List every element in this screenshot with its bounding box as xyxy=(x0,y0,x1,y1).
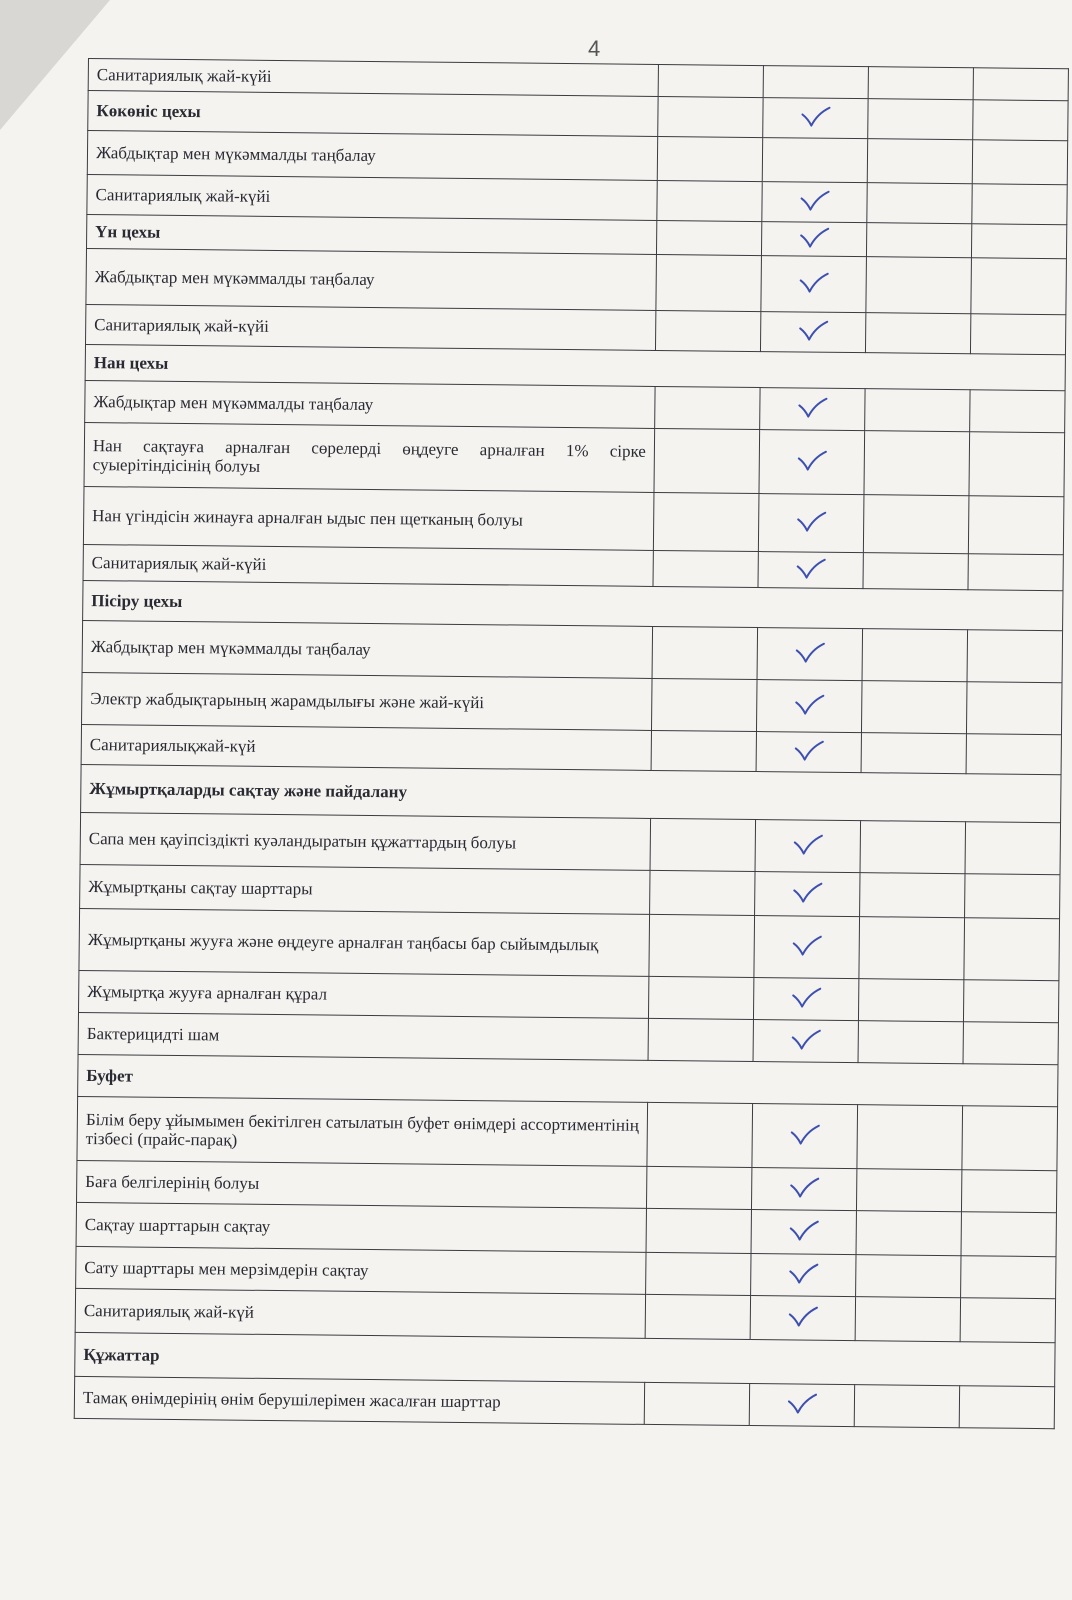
checklist-sheet xyxy=(74,58,1072,1429)
checkmark-icon xyxy=(792,881,822,903)
empty-cell xyxy=(959,1386,1054,1429)
compliance-cell xyxy=(762,182,867,223)
empty-cell xyxy=(854,1385,959,1428)
empty-cell xyxy=(971,258,1067,315)
checklist-rows xyxy=(74,59,1068,1429)
row-label: Бактерицидті шам xyxy=(78,1012,648,1060)
compliance-cell xyxy=(758,494,864,553)
section-title: Құжаттар xyxy=(75,1332,1055,1386)
empty-cell xyxy=(868,99,973,140)
row-label: Санитариялық жай-күй xyxy=(75,1288,645,1338)
checklist-row xyxy=(79,908,1060,980)
empty-cell xyxy=(973,68,1068,101)
row-label: Жұмыртқаны жууға және өңдеуге арналған таңбасы бар сыйымдылық xyxy=(79,908,650,976)
compliance-cell xyxy=(750,1296,855,1341)
checkmark-icon xyxy=(788,1262,818,1284)
compliance-cell xyxy=(762,138,867,183)
checkmark-icon xyxy=(791,1028,821,1050)
inspection-checklist-table xyxy=(74,58,1069,1429)
row-label: Санитариялық жай-күйі xyxy=(85,304,655,350)
section-title: Көкөніс цехы xyxy=(88,91,658,137)
compliance-cell xyxy=(761,222,866,257)
empty-cell xyxy=(865,389,970,432)
empty-cell xyxy=(866,223,971,258)
row-label: Тамақ өнімдерінің өнім берушілерімен жасалған шарттар xyxy=(74,1376,644,1424)
empty-cell xyxy=(652,626,758,679)
empty-cell xyxy=(646,1208,751,1253)
checklist-row xyxy=(74,1376,1054,1428)
empty-cell xyxy=(646,1166,751,1209)
empty-cell xyxy=(865,313,970,354)
row-label: Жабдықтар мен мүкәммалды таңбалау xyxy=(87,131,657,181)
row-label: Баға белгілерінің болуы xyxy=(77,1160,647,1208)
checkmark-icon xyxy=(789,1176,819,1198)
empty-cell xyxy=(961,1170,1056,1213)
empty-cell xyxy=(649,914,755,977)
checkmark-icon xyxy=(794,739,824,761)
empty-cell xyxy=(644,1382,749,1425)
checkmark-icon xyxy=(799,226,829,248)
compliance-cell xyxy=(758,552,863,589)
empty-cell xyxy=(867,139,972,184)
compliance-cell xyxy=(757,628,863,681)
empty-cell xyxy=(654,428,760,493)
empty-cell xyxy=(861,733,966,774)
checkmark-icon xyxy=(799,189,829,211)
row-label: Электр жабдықтарының жарамдылығы және жай-күйі xyxy=(82,672,653,730)
compliance-cell xyxy=(755,872,860,917)
compliance-cell xyxy=(751,1168,856,1211)
row-label: Нан үгіндісін жинауға арналған ыдыс пен щетканың болуы xyxy=(83,486,654,550)
checkmark-icon xyxy=(790,1123,820,1145)
empty-cell xyxy=(856,1211,961,1256)
checkmark-icon xyxy=(795,641,825,663)
checkmark-icon xyxy=(797,449,827,471)
empty-cell xyxy=(658,96,763,137)
empty-cell xyxy=(970,314,1065,355)
section-title: Нан цехы xyxy=(85,344,1065,390)
row-label: Жұмыртқаны сақтау шарттары xyxy=(80,864,650,914)
empty-cell xyxy=(963,1022,1058,1065)
empty-cell xyxy=(864,431,970,496)
empty-cell xyxy=(653,492,759,551)
empty-cell xyxy=(973,100,1068,141)
checkmark-icon xyxy=(793,833,823,855)
empty-cell xyxy=(863,495,969,554)
empty-cell xyxy=(862,629,968,682)
checkmark-icon xyxy=(787,1392,817,1414)
compliance-cell xyxy=(753,978,858,1021)
empty-cell xyxy=(968,496,1064,555)
empty-cell xyxy=(656,254,762,311)
checkmark-icon xyxy=(789,1219,819,1241)
empty-cell xyxy=(970,390,1065,433)
row-label: Сату шарттары мен мерзімдерін сақтау xyxy=(76,1246,646,1294)
empty-cell xyxy=(650,870,755,915)
compliance-cell xyxy=(751,1254,856,1297)
checkmark-icon xyxy=(796,557,826,579)
checkmark-icon xyxy=(792,934,822,956)
compliance-cell xyxy=(761,256,867,313)
row-label: Санитариялық жай-күйі xyxy=(87,174,657,220)
empty-cell xyxy=(859,917,965,980)
empty-cell xyxy=(972,140,1067,185)
checkmark-icon xyxy=(799,271,829,293)
compliance-cell xyxy=(763,66,868,99)
page-number: 4 xyxy=(588,36,601,61)
empty-cell xyxy=(855,1297,960,1342)
checkmark-icon xyxy=(791,986,821,1008)
empty-cell xyxy=(655,310,760,351)
checkmark-icon xyxy=(796,510,826,532)
row-label: Жабдықтар мен мүкәммалды таңбалау xyxy=(86,248,657,310)
empty-cell xyxy=(858,1021,963,1064)
empty-cell xyxy=(646,1252,751,1295)
empty-cell xyxy=(656,220,761,255)
empty-cell xyxy=(966,682,1062,735)
empty-cell xyxy=(860,873,965,918)
section-title: Пісіру цехы xyxy=(83,580,1063,630)
empty-cell xyxy=(858,979,963,1022)
empty-cell xyxy=(868,67,973,100)
empty-cell xyxy=(967,630,1063,683)
compliance-cell xyxy=(763,98,868,139)
empty-cell xyxy=(648,1018,753,1061)
empty-cell xyxy=(648,976,753,1019)
empty-cell xyxy=(856,1169,961,1212)
checkmark-icon xyxy=(797,396,827,418)
checkmark-icon xyxy=(788,1305,818,1327)
empty-cell xyxy=(968,554,1063,591)
empty-cell xyxy=(856,1255,961,1298)
row-label: Жабдықтар мен мүкәммалды таңбалау xyxy=(85,380,655,428)
checklist-row xyxy=(86,248,1067,314)
empty-cell xyxy=(962,1106,1058,1171)
empty-cell xyxy=(960,1298,1055,1343)
empty-cell xyxy=(963,980,1058,1023)
row-label: Сақтау шарттарын сақтау xyxy=(76,1202,646,1252)
empty-cell xyxy=(965,822,1061,875)
compliance-cell xyxy=(756,680,862,733)
checklist-row xyxy=(84,422,1065,496)
checklist-row xyxy=(83,486,1064,554)
row-label: Жабдықтар мен мүкәммалды таңбалау xyxy=(82,620,653,678)
empty-cell xyxy=(658,64,763,97)
checklist-row xyxy=(77,1096,1058,1170)
row-label: Сапа мен қауіпсіздікті куәландыратын құжаттардың болуы xyxy=(80,812,651,870)
empty-cell xyxy=(866,257,972,314)
row-label: Нан сақтауға арналған сөрелерді өңдеуге арналған 1% сірке суыерітіндісінің болуы xyxy=(84,422,655,492)
empty-cell xyxy=(860,821,966,874)
empty-cell xyxy=(653,550,758,587)
empty-cell xyxy=(965,874,1060,919)
empty-cell xyxy=(969,432,1065,497)
compliance-cell xyxy=(754,916,860,979)
empty-cell xyxy=(961,1212,1056,1257)
empty-cell xyxy=(964,918,1060,981)
empty-cell xyxy=(650,818,756,871)
compliance-cell xyxy=(751,1210,856,1255)
empty-cell xyxy=(861,681,967,734)
row-label: Санитариялық жай-күйі xyxy=(83,544,653,586)
checkmark-icon xyxy=(794,693,824,715)
compliance-cell xyxy=(756,732,861,773)
section-title: Жұмыртқаларды сақтау және пайдалану xyxy=(81,764,1061,822)
row-label: Жұмыртқа жууға арналған құрал xyxy=(79,970,649,1018)
empty-cell xyxy=(645,1294,750,1339)
section-title: Буфет xyxy=(78,1054,1058,1106)
section-title: Үн цехы xyxy=(87,214,657,254)
compliance-cell xyxy=(752,1104,858,1169)
compliance-cell xyxy=(760,312,865,353)
compliance-cell xyxy=(755,820,861,873)
empty-cell xyxy=(972,184,1067,225)
empty-cell xyxy=(867,183,972,224)
compliance-cell xyxy=(759,430,865,495)
empty-cell xyxy=(657,180,762,221)
compliance-cell xyxy=(760,388,865,431)
empty-cell xyxy=(651,678,757,731)
empty-cell xyxy=(651,730,756,771)
empty-cell xyxy=(657,136,762,181)
empty-cell xyxy=(655,386,760,429)
checkmark-icon xyxy=(800,105,830,127)
empty-cell xyxy=(857,1105,963,1170)
empty-cell xyxy=(647,1102,753,1167)
row-label: Санитариялық жай-күйі xyxy=(88,59,658,97)
checkmark-icon xyxy=(798,319,828,341)
row-label: Санитариялықжай-күй xyxy=(81,724,651,770)
empty-cell xyxy=(863,553,968,590)
compliance-cell xyxy=(749,1384,854,1427)
row-label: Білім беру ұйымымен бекітілген сатылатын буфет өнімдері ассортиментінің тізбесі (прайс-парақ) xyxy=(77,1096,648,1166)
empty-cell xyxy=(966,734,1061,775)
compliance-cell xyxy=(753,1020,858,1063)
empty-cell xyxy=(961,1256,1056,1299)
empty-cell xyxy=(971,224,1066,259)
